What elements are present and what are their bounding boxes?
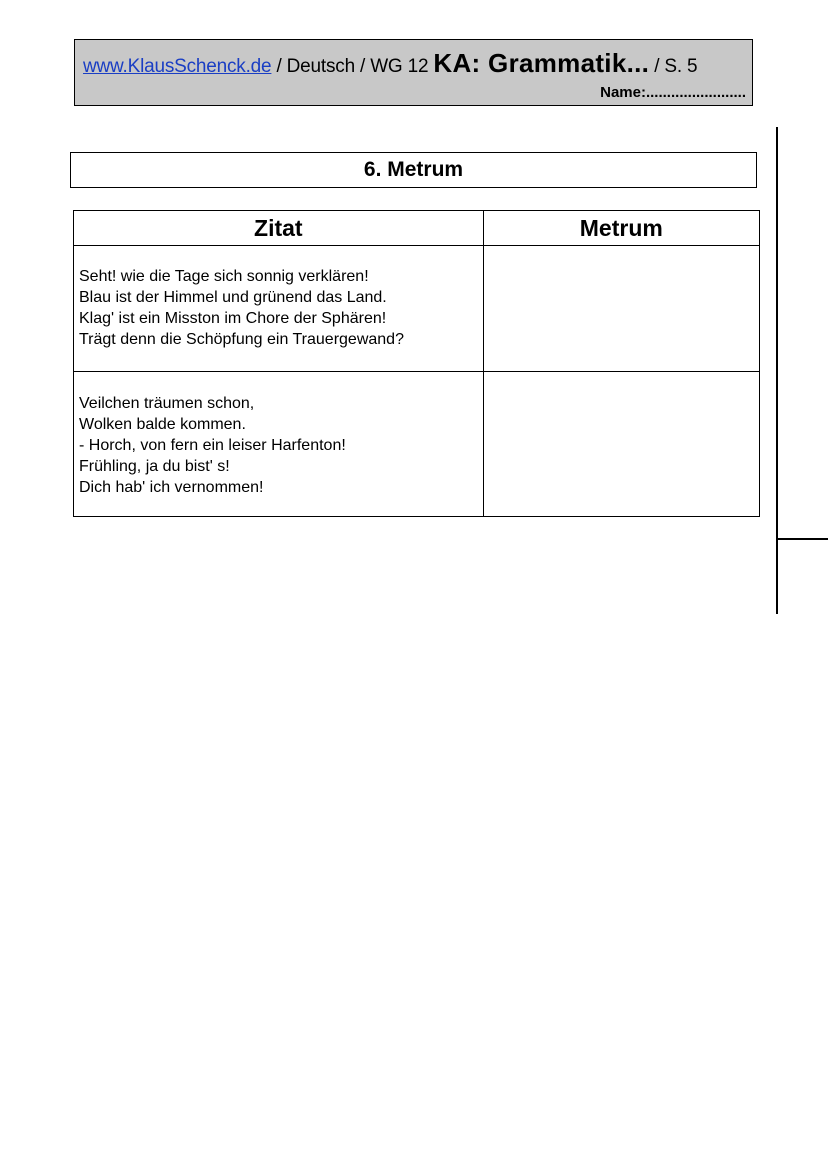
- quote-cell: [74, 372, 484, 517]
- column-header-zitat: Zitat: [74, 211, 484, 246]
- quote-line: Frühling, ja du bist' s!: [79, 458, 230, 475]
- section-title: 6. Metrum: [70, 152, 757, 188]
- name-field: Name:........................: [600, 84, 746, 101]
- quote-line: Veilchen träumen schon,: [79, 395, 255, 412]
- table-row: [74, 246, 760, 372]
- website-link[interactable]: www.KlausSchenck.de: [83, 56, 272, 77]
- header-line: [83, 48, 697, 79]
- header-title: KA: Grammatik...: [433, 48, 650, 78]
- quote-line: Blau ist der Himmel und grünend das Land.: [79, 289, 387, 306]
- quotes-table: [73, 210, 760, 517]
- quote-cell: [74, 246, 484, 372]
- margin-vertical-line: [776, 127, 778, 614]
- document-header: [74, 39, 753, 106]
- header-page: / S. 5: [649, 56, 698, 77]
- metrum-answer-cell[interactable]: [483, 246, 759, 372]
- margin-horizontal-line: [776, 538, 828, 540]
- header-subject: / Deutsch / WG 12: [271, 56, 434, 77]
- column-header-metrum: Metrum: [483, 211, 759, 246]
- quote-line: Trägt denn die Schöpfung ein Trauergewand?: [79, 331, 404, 348]
- quote-line: Dich hab' ich vernommen!: [79, 479, 264, 496]
- metrum-answer-cell[interactable]: [483, 372, 759, 517]
- quote-line: - Horch, von fern ein leiser Harfenton!: [79, 437, 346, 454]
- table-row: [74, 372, 760, 517]
- quote-line: Wolken balde kommen.: [79, 416, 246, 433]
- quote-line: Klag' ist ein Misston im Chore der Sphären!: [79, 310, 387, 327]
- table-header-row: [74, 211, 760, 246]
- quote-line: Seht! wie die Tage sich sonnig verklären!: [79, 268, 369, 285]
